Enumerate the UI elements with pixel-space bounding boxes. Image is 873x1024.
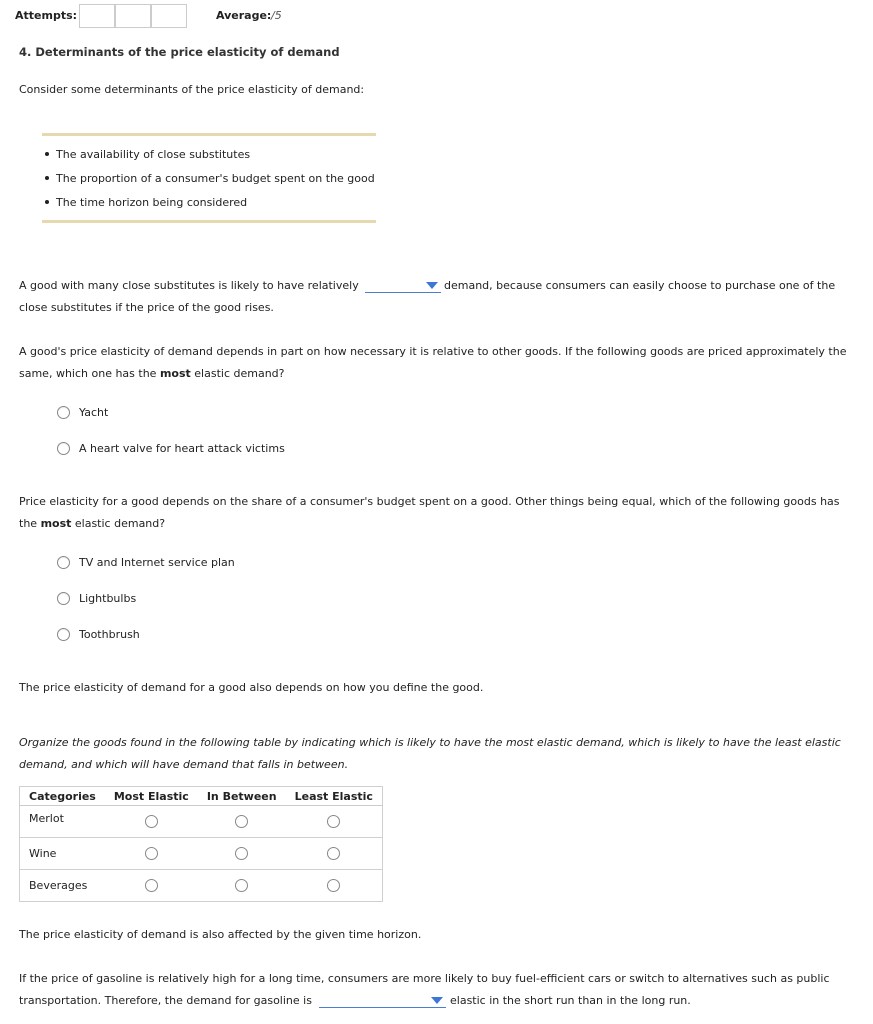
substitutes-text-before: A good with many close substitutes is likely to have relatively <box>19 279 359 292</box>
table-cell <box>198 806 286 838</box>
definition-instruction-line2: demand, and which will have demand that falls in between. <box>19 758 349 771</box>
time-horizon-line2-before: transportation. Therefore, the demand for gasoline is <box>19 994 312 1007</box>
definition-text: The price elasticity of demand for a good also depends on how you define the good. <box>19 681 484 694</box>
determinant-item <box>45 192 247 214</box>
budget-text-line2 <box>19 513 165 535</box>
determinant-text: The availability of close substitutes <box>56 148 251 161</box>
radio-beverages-least-elastic[interactable] <box>327 879 340 892</box>
definition-instruction-line1: Organize the goods found in the following table by indicating which is likely to have the most elastic demand, which is likely to have the least elastic <box>19 736 841 749</box>
radio-yacht[interactable] <box>57 406 70 419</box>
radio-merlot-in-between[interactable] <box>235 815 248 828</box>
time-horizon-line2-after: elastic in the short run than in the long run. <box>450 994 691 1007</box>
table-cell <box>105 806 198 838</box>
radio-wine-least-elastic[interactable] <box>327 847 340 860</box>
attempt-box-2 <box>115 4 151 28</box>
radio-toothbrush[interactable] <box>57 628 70 641</box>
substitutes-text-after: demand, because consumers can easily choose to purchase one of the <box>444 279 836 292</box>
average-value: /5 <box>271 9 282 22</box>
radio-label-toothbrush: Toothbrush <box>79 628 140 641</box>
table-cell <box>286 806 383 838</box>
dropdown-arrow-icon <box>431 997 443 1004</box>
substitutes-dropdown[interactable] <box>365 279 441 293</box>
table-cell <box>198 870 286 902</box>
necessity-text-emphasis: most <box>159 367 191 380</box>
radio-lightbulbs[interactable] <box>57 592 70 605</box>
radio-beverages-most-elastic[interactable] <box>145 879 158 892</box>
time-horizon-line1: If the price of gasoline is relatively high for a long time, consumers are more likely to buy fuel-efficient cars or switch to alternatives such as public <box>19 972 830 985</box>
bullet-icon <box>45 176 49 180</box>
attempt-box-1 <box>79 4 115 28</box>
radio-label-lightbulbs: Lightbulbs <box>79 592 137 605</box>
bullet-icon <box>45 152 49 156</box>
table-cell <box>105 838 198 870</box>
substitutes-text-line2: close substitutes if the price of the good rises. <box>19 301 274 314</box>
gasoline-elasticity-dropdown[interactable] <box>319 994 446 1008</box>
attempt-box-3 <box>151 4 187 28</box>
bullet-icon <box>45 200 49 204</box>
table-row <box>20 870 383 902</box>
question-intro: Consider some determinants of the price elasticity of demand: <box>19 83 365 96</box>
row-label-wine: Wine <box>20 838 105 870</box>
necessity-text-line2 <box>19 363 285 385</box>
necessity-text-part: elastic demand? <box>194 367 285 380</box>
banner-top-border <box>42 133 376 136</box>
radio-heart-valve[interactable] <box>57 442 70 455</box>
radio-beverages-in-between[interactable] <box>235 879 248 892</box>
radio-label-tv-internet: TV and Internet service plan <box>79 556 235 569</box>
table-cell <box>286 838 383 870</box>
radio-label-heart-valve: A heart valve for heart attack victims <box>79 442 285 455</box>
determinant-text: The proportion of a consumer's budget spent on the good <box>56 172 375 185</box>
determinant-item <box>45 168 375 190</box>
dropdown-arrow-icon <box>426 282 438 289</box>
radio-merlot-least-elastic[interactable] <box>327 815 340 828</box>
row-label-beverages: Beverages <box>20 870 105 902</box>
budget-text-emphasis: most <box>40 517 72 530</box>
radio-wine-in-between[interactable] <box>235 847 248 860</box>
radio-wine-most-elastic[interactable] <box>145 847 158 860</box>
header-most-elastic: Most Elastic <box>105 787 198 806</box>
time-horizon-text: The price elasticity of demand is also affected by the given time horizon. <box>19 928 422 941</box>
determinant-text: The time horizon being considered <box>56 196 248 209</box>
budget-text-part: the <box>19 517 38 530</box>
row-label-merlot: Merlot <box>29 812 64 825</box>
header-in-between: In Between <box>198 787 286 806</box>
banner-bottom-border <box>42 220 376 223</box>
table-row <box>20 838 383 870</box>
necessity-text-part: same, which one has the <box>19 367 157 380</box>
question-title: 4. Determinants of the price elasticity of demand <box>19 45 340 59</box>
budget-text-part: elastic demand? <box>74 517 166 530</box>
attempts-label: Attempts: <box>15 9 78 22</box>
radio-tv-internet[interactable] <box>57 556 70 569</box>
radio-label-yacht: Yacht <box>79 406 109 419</box>
table-cell <box>198 838 286 870</box>
header-least-elastic: Least Elastic <box>286 787 383 806</box>
table-cell <box>286 870 383 902</box>
table-cell <box>105 870 198 902</box>
average-label: Average: <box>216 9 272 22</box>
elasticity-table <box>19 786 383 902</box>
determinant-item <box>45 144 250 166</box>
radio-merlot-most-elastic[interactable] <box>145 815 158 828</box>
table-row <box>20 806 383 838</box>
budget-text-line1: Price elasticity for a good depends on the share of a consumer's budget spent on a good. Other things being equal, which of the following goods has <box>19 495 840 508</box>
header-categories: Categories <box>20 787 105 806</box>
necessity-text-line1: A good's price elasticity of demand depends in part on how necessary it is relative to other goods. If the following goods are priced approximately the <box>19 345 847 358</box>
